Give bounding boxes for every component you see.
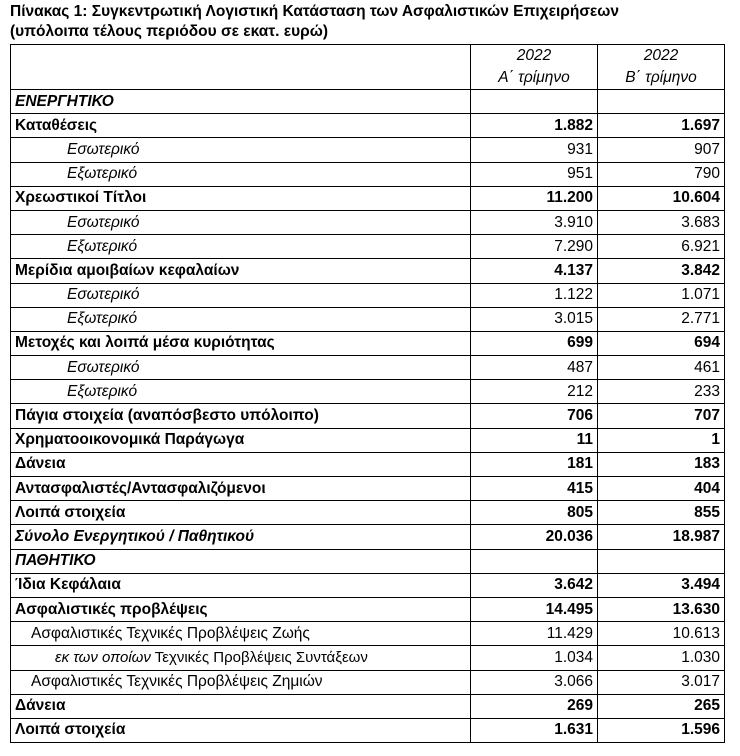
row-value-q2: 10.613 xyxy=(598,622,725,646)
table-row xyxy=(11,501,725,525)
row-label: Εξωτερικό xyxy=(11,380,471,404)
row-value-q1: 1.122 xyxy=(471,283,598,307)
header-q2-period: Β΄ τρίμηνο xyxy=(625,69,697,86)
row-value-q2: 694 xyxy=(598,331,725,355)
header-q1-period: Α΄ τρίμηνο xyxy=(498,69,570,86)
row-label: Εσωτερικό xyxy=(11,138,471,162)
row-value-q2: 2.771 xyxy=(598,307,725,331)
row-value-q2: 1.697 xyxy=(598,114,725,138)
row-label: Εξωτερικό xyxy=(11,235,471,259)
row-value-q1: 1.034 xyxy=(471,646,598,670)
row-value-q2: 183 xyxy=(598,452,725,476)
header-label-cell xyxy=(11,45,471,90)
row-value-q1: 3.910 xyxy=(471,210,598,234)
row-value-q2: 707 xyxy=(598,404,725,428)
row-value-q1: 699 xyxy=(471,331,598,355)
row-label: Καταθέσεις xyxy=(11,114,471,138)
table-row xyxy=(11,573,725,597)
header-q2 xyxy=(598,45,725,90)
row-value-q1: 4.137 xyxy=(471,259,598,283)
row-label: Ασφαλιστικές Τεχνικές Προβλέψεις Ζημιών xyxy=(11,670,471,694)
row-label-rest: Τεχνικές Προβλέψεις Συντάξεων xyxy=(150,648,368,666)
table-row xyxy=(11,186,725,210)
row-value-q1: 487 xyxy=(471,356,598,380)
table-row xyxy=(11,259,725,283)
row-value-q1: 269 xyxy=(471,694,598,718)
row-value-q1: 11.200 xyxy=(471,186,598,210)
row-value-q2: 3.017 xyxy=(598,670,725,694)
row-value-q1: 3.015 xyxy=(471,307,598,331)
row-value-q1: 1.882 xyxy=(471,114,598,138)
header-q1-year: 2022 xyxy=(516,47,552,64)
table-row xyxy=(11,331,725,355)
row-value-q2: 233 xyxy=(598,380,725,404)
row-label: Ασφαλιστικές προβλέψεις xyxy=(11,597,471,621)
row-value-q1: 20.036 xyxy=(471,525,598,549)
table-row xyxy=(11,549,725,573)
row-value-q2: 3.683 xyxy=(598,210,725,234)
table-title xyxy=(10,2,738,42)
row-value-q2: 6.921 xyxy=(598,235,725,259)
row-value-q2: 1.030 xyxy=(598,646,725,670)
table-row xyxy=(11,646,725,670)
row-value-q2: 790 xyxy=(598,162,725,186)
table-row xyxy=(11,114,725,138)
row-label: Λοιπά στοιχεία xyxy=(11,718,471,742)
table-row xyxy=(11,452,725,476)
row-value-q2: 265 xyxy=(598,694,725,718)
row-label xyxy=(11,646,471,670)
table-row xyxy=(11,283,725,307)
row-label: Εξωτερικό xyxy=(11,307,471,331)
table-header-row xyxy=(11,45,725,90)
row-label: Λοιπά στοιχεία xyxy=(11,501,471,525)
header-q2-year: 2022 xyxy=(643,47,679,64)
table-row xyxy=(11,597,725,621)
table-row xyxy=(11,90,725,114)
table-row xyxy=(11,694,725,718)
row-value-q2: 18.987 xyxy=(598,525,725,549)
row-value-q1: 7.290 xyxy=(471,235,598,259)
table-title-line2: (υπόλοιπα τέλους περιόδου σε εκατ. ευρώ) xyxy=(10,23,329,40)
row-label: Εξωτερικό xyxy=(11,162,471,186)
row-value-q1: 805 xyxy=(471,501,598,525)
row-label: Πάγια στοιχεία (αναπόσβεστο υπόλοιπο) xyxy=(11,404,471,428)
row-value-q1: 3.642 xyxy=(471,573,598,597)
table-row xyxy=(11,235,725,259)
row-value-q1: 706 xyxy=(471,404,598,428)
table-row xyxy=(11,356,725,380)
row-value-q1: 212 xyxy=(471,380,598,404)
row-value-q2: 1.596 xyxy=(598,718,725,742)
row-value-q1: 14.495 xyxy=(471,597,598,621)
row-value-q1: 3.066 xyxy=(471,670,598,694)
row-value-q2: 13.630 xyxy=(598,597,725,621)
table-title-line1: Πίνακας 1: Συγκεντρωτική Λογιστική Κατάσταση των Ασφαλιστικών Επιχειρήσεων xyxy=(10,3,619,20)
table-row xyxy=(11,307,725,331)
header-q1 xyxy=(471,45,598,90)
row-label: Χρηματοοικονομικά Παράγωγα xyxy=(11,428,471,452)
table-row xyxy=(11,404,725,428)
table-row xyxy=(11,428,725,452)
row-label: Δάνεια xyxy=(11,452,471,476)
row-label: Εσωτερικό xyxy=(11,283,471,307)
row-value-q1 xyxy=(471,549,598,573)
table-row xyxy=(11,622,725,646)
row-label: Δάνεια xyxy=(11,694,471,718)
row-value-q1: 11 xyxy=(471,428,598,452)
row-label: Εσωτερικό xyxy=(11,210,471,234)
row-label: Αντασφαλιστές/Αντασφαλιζόμενοι xyxy=(11,477,471,501)
row-value-q2: 907 xyxy=(598,138,725,162)
row-value-q1: 951 xyxy=(471,162,598,186)
table-row xyxy=(11,477,725,501)
row-value-q2: 855 xyxy=(598,501,725,525)
row-value-q2: 3.842 xyxy=(598,259,725,283)
row-label: Χρεωστικοί Τίτλοι xyxy=(11,186,471,210)
row-label: Ασφαλιστικές Τεχνικές Προβλέψεις Ζωής xyxy=(11,622,471,646)
table-row xyxy=(11,718,725,742)
table-row xyxy=(11,670,725,694)
row-value-q1: 11.429 xyxy=(471,622,598,646)
table-row xyxy=(11,138,725,162)
row-label: Μετοχές και λοιπά μέσα κυριότητας xyxy=(11,331,471,355)
table-row xyxy=(11,380,725,404)
row-value-q2: 404 xyxy=(598,477,725,501)
row-value-q1: 1.631 xyxy=(471,718,598,742)
row-value-q2: 461 xyxy=(598,356,725,380)
row-label: Σύνολο Ενεργητικού / Παθητικού xyxy=(11,525,471,549)
row-value-q2 xyxy=(598,549,725,573)
table-row xyxy=(11,210,725,234)
row-label: Μερίδια αμοιβαίων κεφαλαίων xyxy=(11,259,471,283)
row-value-q2: 1.071 xyxy=(598,283,725,307)
row-label: ΕΝΕΡΓΗΤΙΚΟ xyxy=(11,90,471,114)
table-row-total xyxy=(11,525,725,549)
balance-sheet-table xyxy=(10,44,725,743)
row-value-q1: 181 xyxy=(471,452,598,476)
row-value-q1: 931 xyxy=(471,138,598,162)
row-value-q1 xyxy=(471,90,598,114)
row-value-q2: 1 xyxy=(598,428,725,452)
row-value-q2: 10.604 xyxy=(598,186,725,210)
row-label: Εσωτερικό xyxy=(11,356,471,380)
row-value-q2: 3.494 xyxy=(598,573,725,597)
row-label: ΠΑΘΗΤΙΚΟ xyxy=(11,549,471,573)
table-row xyxy=(11,162,725,186)
row-value-q2 xyxy=(598,90,725,114)
row-label-italic: εκ των οποίων xyxy=(55,648,151,666)
row-value-q1: 415 xyxy=(471,477,598,501)
row-label: Ίδια Κεφάλαια xyxy=(11,573,471,597)
